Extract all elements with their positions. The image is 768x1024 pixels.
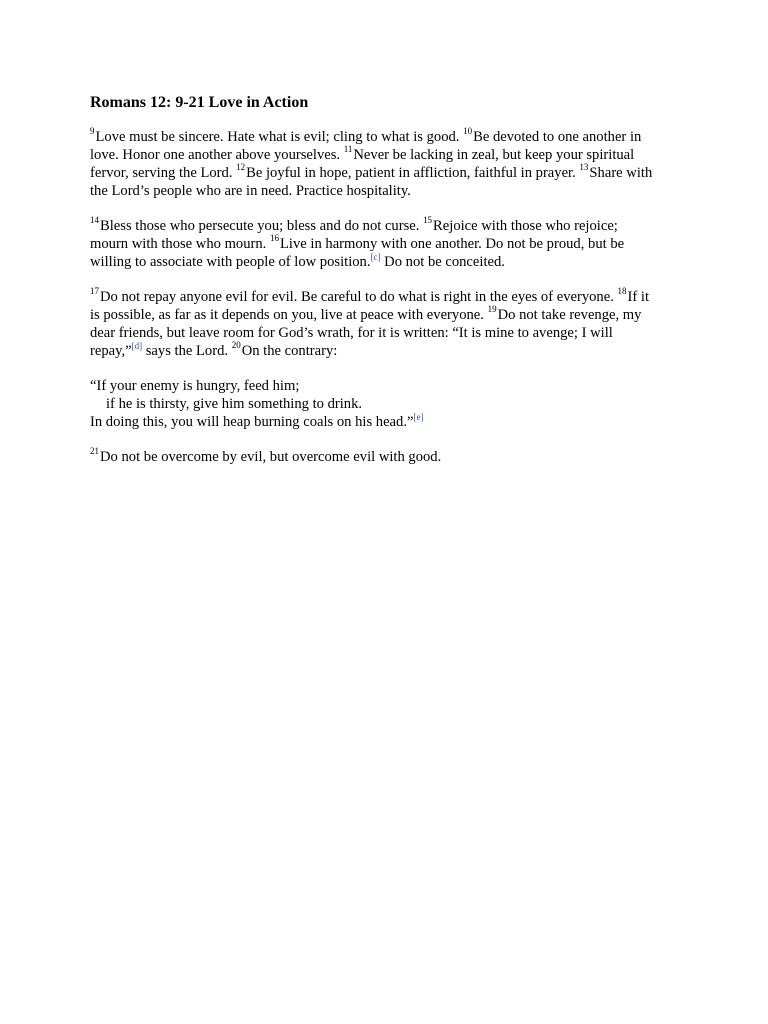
verse-number: 21	[90, 446, 99, 457]
text-line	[90, 253, 690, 271]
verse-text: Bless those who persecute you; bless and do not curse.	[100, 218, 420, 234]
verse-text: On the contrary:	[241, 343, 338, 359]
verse-number: 12	[236, 162, 246, 173]
verse-text: repay,”	[90, 343, 132, 359]
verse-number: 19	[487, 304, 497, 315]
verse-text: willing to associate with people of low position.	[90, 254, 371, 270]
verse-text: mourn with those who mourn.	[90, 236, 267, 252]
page-title: Romans 12: 9-21 Love in Action	[90, 94, 309, 111]
verse-text: the Lord’s people who are in need. Practice hospitality.	[90, 183, 411, 199]
footnote-link-e[interactable]: [e]	[413, 412, 424, 423]
verse-number: 11	[343, 144, 353, 155]
quote-line: “If your enemy is hungry, feed him;	[90, 378, 300, 394]
quote-line: In doing this, you will heap burning coals on his head.”	[90, 414, 414, 430]
text-line	[90, 235, 690, 253]
verse-text: Share with	[589, 165, 653, 181]
text-line	[90, 217, 690, 235]
verse-number: 17	[90, 286, 99, 297]
text-line	[90, 413, 690, 431]
verse-number: 18	[617, 286, 627, 297]
text-line	[90, 324, 690, 342]
verse-text: Live in harmony with one another. Do not be proud, but be	[280, 236, 625, 252]
verse-text: dear friends, but leave room for God’s wrath, for it is written: “It is mine to avenge; I will	[90, 325, 613, 341]
verse-number: 20	[231, 340, 241, 351]
verse-number: 14	[90, 215, 99, 226]
verse-text: Never be lacking in zeal, but keep your spiritual	[353, 147, 635, 163]
verse-text: fervor, serving the Lord.	[90, 165, 233, 181]
verse-text: Be joyful in hope, patient in affliction, faithful in prayer.	[246, 165, 576, 181]
verse-number: 16	[270, 233, 279, 244]
text-line	[90, 288, 690, 306]
footnote-link-d[interactable]: [d]	[131, 341, 143, 352]
paragraph-verses-17-20	[90, 288, 690, 360]
verse-text: Do not be overcome by evil, but overcome evil with good.	[100, 449, 442, 465]
verse-number: 15	[423, 215, 433, 226]
paragraph-verses-9-13	[90, 128, 690, 200]
verse-text: says the Lord.	[145, 343, 229, 359]
document-page	[90, 93, 690, 483]
text-line	[90, 182, 690, 200]
paragraph-verses-14-16	[90, 217, 690, 271]
verse-number: 9	[90, 126, 95, 137]
footnote-link-c[interactable]: [c]	[370, 252, 381, 263]
paragraph-verse-21	[90, 448, 690, 466]
verse-text: Rejoice with those who rejoice;	[433, 218, 618, 234]
verse-text: Do not be conceited.	[384, 254, 505, 270]
verse-text: is possible, as far as it depends on you, live at peace with everyone.	[90, 307, 484, 323]
verse-text: Be devoted to one another in	[473, 129, 642, 145]
text-line	[90, 128, 690, 146]
verse-text: Do not take revenge, my	[497, 307, 642, 323]
verse-text: If it	[627, 289, 650, 305]
verse-text: Do not repay anyone evil for evil. Be careful to do what is right in the eyes of everyone.	[100, 289, 614, 305]
verse-number: 13	[579, 162, 589, 173]
quote-line: if he is thirsty, give him something to drink.	[106, 396, 363, 412]
text-line	[90, 448, 690, 466]
quotation-block	[90, 377, 690, 431]
text-line	[90, 342, 690, 360]
verse-text: Love must be sincere. Hate what is evil; cling to what is good.	[95, 129, 460, 145]
text-line	[90, 146, 690, 164]
text-line	[90, 164, 690, 182]
text-line	[90, 306, 690, 324]
verse-text: love. Honor one another above yourselves.	[90, 147, 341, 163]
verse-number: 10	[463, 126, 473, 137]
